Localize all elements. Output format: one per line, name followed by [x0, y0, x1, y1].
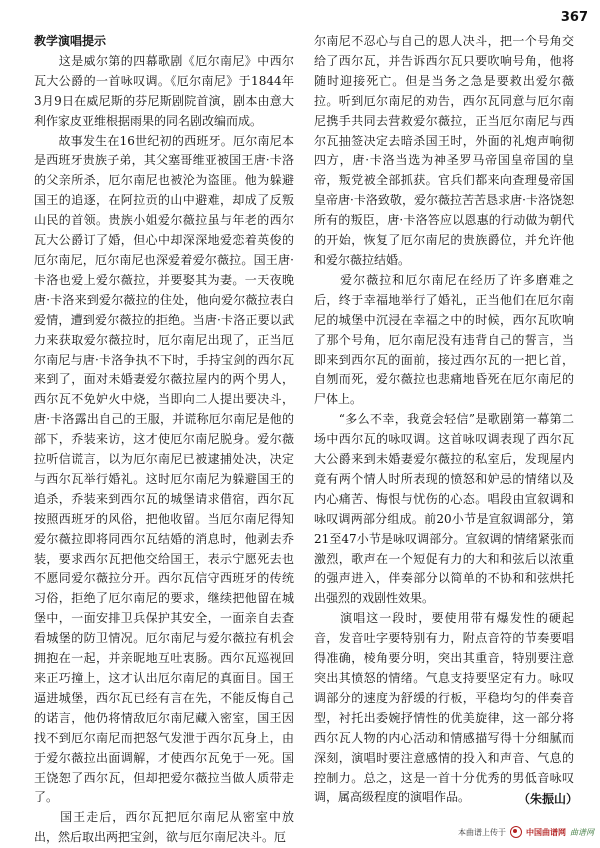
- footer-upload-text: 本曲谱上传于: [458, 827, 506, 837]
- footer-brand: 中国曲谱网: [526, 827, 566, 837]
- left-column-text: 这是威尔第的四幕歌剧《厄尔南尼》中西尔瓦大公爵的一首咏叹调。《厄尔南尼》于1844年3月9日在威尼斯的芬尼斯剧院首演，剧本由意大利作家皮亚维根据雨果的同名剧改编而成。 故事发生在16世纪初的西班牙。厄尔南尼本是西班牙贵族子弟，其父塞哥维亚被国王唐·卡洛的父亲所杀，厄尔南尼也被沦为盗匪。他为躲避国王的追逐，在阿拉贡的山中避难，却成了反叛山民的首领。贵族小姐爱尔薇拉虽与年老的西尔瓦大公爵订了婚，但心中却深深地爱恋着英俊的厄尔南尼，厄尔南尼也深爱着爱尔薇拉。国王唐·卡洛也爱上爱尔薇拉，并要娶其为妻。一天夜晚唐·卡洛来到爱尔薇拉的住处，他向爱尔薇拉表白爱情，遭到爱尔薇拉的拒绝。当唐·卡洛正要以武力来获取爱尔薇拉时，厄尔南尼出现了，正当厄尔南尼与唐·卡洛争执不下时，手持宝剑的西尔瓦来到了，面对未婚妻爱尔薇拉屋内的两个男人，西尔瓦不免妒火中烧，当即向二人提出要决斗，唐·卡洛露出自己的王服，并谎称厄尔南尼是他的部下，乔装来访，这才使厄尔南尼脱身。爱尔薇拉听信谎言，以为厄尔南尼已被逮捕处决，决定与西尔瓦举行婚礼。这时厄尔南尼为躲避国王的追杀，乔装来到西尔瓦的城堡请求借宿，西尔瓦按照西班牙的风俗，把他收留。当厄尔南尼得知爱尔薇拉即将同西尔瓦结婚的消息时，他剥去乔装，要求西尔瓦把他交给国王，表示宁愿死去也不愿同爱尔薇拉分开。西尔瓦信守西班牙的传统习俗，拒绝了厄尔南尼的要求，继续把他留在城堡中，一面安排卫兵保护其安全，一面亲自去查看城堡的防卫情况。厄尔南尼与爱尔薇拉有机会拥抱在一起，并亲昵地互吐衷肠。西尔瓦巡视回来正巧撞上，这才认出厄尔南尼的真面目。国王逼进城堡，西尔瓦已经有言在先，不能反悔自己的诺言，他仍将情敌厄尔南尼藏入密室，国王因找不到厄尔南尼而把怒气发泄于西尔瓦身上，由于爱尔薇拉出面调解，才使西尔瓦免于一死。国王饶恕了西尔瓦，但却把爱尔薇拉当做人质带走了。 国王走后，西尔瓦把厄尔南尼从密室中放出，然后取出两把宝剑，欲与厄尔南尼决斗。厄: [34, 53, 294, 845]
- left-column: [34, 32, 294, 848]
- right-column-text: 尔南尼不忍心与自己的恩人决斗，把一个号角交给了西尔瓦，并告诉西尔瓦只要吹响号角，他将随时迎接死亡。但是当务之急是要救出爱尔薇拉。听到厄尔南尼的劝告，西尔瓦同意与厄尔南尼携手共同去营救爱尔薇拉，正当厄尔南尼与西尔瓦抽签决定去暗杀国王时，外面的礼炮声响彻四方，唐·卡洛当选为神圣罗马帝国皇帝国的皇帝，叛党被全部抓获。官兵们都来向查理曼帝国皇帝唐·卡洛致敬，爱尔薇拉苦苦恳求唐·卡洛饶恕所有的叛臣，唐·卡洛答应以恩惠的行动做为朝代的开始，恢复了厄尔南尼的贵族爵位，并允许他和爱尔薇拉结婚。 爱尔薇拉和厄尔南尼在经历了许多磨难之后，终于幸福地举行了婚礼，正当他们在厄尔南尼的城堡中沉浸在幸福之中的时候，西尔瓦吹响了那个号角，厄尔南尼没有违背自己的誓言，当即来到西尔瓦的面前，接过西尔瓦的一把匕首，自刎而死，爱尔薇拉也悲痛地昏死在厄尔南尼的尸体上。 “多么不幸，我竟会轻信”是歌剧第一幕第二场中西尔瓦的咏叹调。这首咏叹调表现了西尔瓦大公爵来到未婚妻爱尔薇拉的私室后，发现屋内竟有两个情人时所表现的愤怒和妒忌的情绪以及内心痛苦、悔恨与忧伤的心态。唱段由宣叙调和咏叹调两部分组成。前20小节是宣叙调部分，第21至47小节是咏叹调部分。宣叙调的情绪紧张而激烈，歌声在一个短促有力的大和和弦后以浓重的强声进入，伴奏部分以简单的不协和和弦烘托出强烈的戏剧性效果。 演唱这一段时，要使用带有爆发性的硬起音，发音吐字要特别有力，附点音符的节奏要唱得准确，棱角要分明，突出其重音，特别要注意突出其愤怒的情绪。气息支持要坚定有力。咏叹调部分的速度为舒缓的行板，平稳均匀的伴奏音型，衬托出委婉抒情性的优美旋律，这一部分将西尔瓦人物的内心活动和情感描写得十分细腻而深刻，演唱时要注意感情的投入和声音、气息的控制力。总之，这是一首十分优秀的男低音咏叹调，属高级程度的演唱作品。: [314, 34, 574, 805]
- footer-watermark: [458, 826, 594, 838]
- right-column: [314, 32, 574, 808]
- site-logo-icon: [510, 826, 522, 838]
- footer-brand-alt: 曲谱网: [570, 827, 594, 837]
- section-heading: 教学演唱提示: [34, 34, 107, 48]
- author-signature: （朱振山）: [517, 792, 578, 806]
- page-number: 367: [560, 10, 588, 25]
